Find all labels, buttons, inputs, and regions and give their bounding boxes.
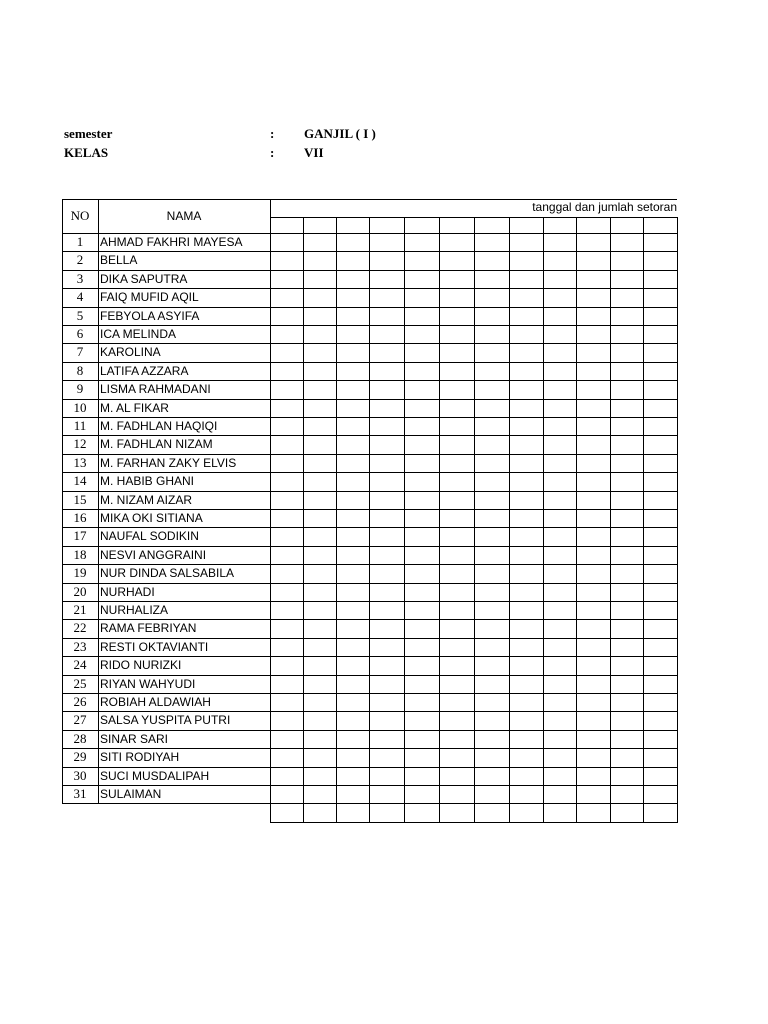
row-nama: M. FADHLAN NIZAM	[100, 437, 213, 452]
header-nama: NAMA	[166, 209, 202, 223]
kelas-colon: :	[270, 145, 275, 160]
row-no: 29	[73, 749, 87, 765]
row-nama: MIKA OKI SITIANA	[100, 511, 203, 525]
row-no: 4	[76, 289, 84, 305]
row-nama: RIDO NURIZKI	[100, 658, 182, 673]
row-nama: SALSA YUSPITA PUTRI	[100, 713, 231, 728]
row-no: 21	[73, 602, 87, 617]
row-nama: FEBYOLA ASYIFA	[100, 308, 200, 323]
row-no: 2	[76, 252, 84, 268]
row-no: 28	[73, 730, 87, 746]
row-nama: FAIQ MUFID AQIL	[100, 290, 199, 305]
header-tanggal: tanggal dan jumlah setoran	[532, 200, 677, 214]
row-no: 8	[76, 362, 84, 378]
row-no: 12	[73, 436, 87, 452]
row-nama: DIKA SAPUTRA	[100, 271, 188, 286]
grid-vline	[543, 217, 544, 823]
grid-vline	[610, 217, 611, 823]
kelas-value: VII	[304, 145, 324, 160]
semester-colon: :	[270, 126, 275, 141]
row-nama: NUR DINDA SALSABILA	[100, 566, 235, 581]
row-no: 9	[76, 381, 84, 397]
row-no: 16	[73, 510, 87, 525]
row-no: 10	[73, 399, 87, 415]
row-nama: RAMA FEBRIYAN	[100, 621, 197, 636]
row-no: 31	[73, 786, 87, 801]
row-no: 23	[73, 638, 87, 654]
row-no: 15	[73, 491, 87, 507]
grid-vline	[643, 217, 644, 823]
semester-value: GANJIL ( I )	[304, 126, 376, 141]
row-nama: SUCI MUSDALIPAH	[100, 768, 210, 783]
row-nama: M. NIZAM AIZAR	[100, 492, 193, 507]
row-no: 18	[73, 546, 87, 562]
row-nama: SINAR SARI	[100, 731, 169, 746]
header-no: NO	[70, 208, 90, 223]
row-nama: NESVI ANGGRAINI	[100, 547, 207, 562]
row-nama: LATIFA AZZARA	[100, 363, 189, 378]
row-no: 17	[73, 528, 87, 544]
row-nama: ICA MELINDA	[100, 327, 177, 341]
row-no: 5	[76, 307, 84, 323]
row-nama: RIYAN WAHYUDI	[100, 676, 196, 691]
semester-label: semester	[64, 126, 113, 141]
row-no: 11	[73, 418, 87, 433]
row-nama: NAUFAL SODIKIN	[100, 529, 199, 544]
row-nama: M. AL FIKAR	[100, 400, 169, 415]
row-no: 7	[76, 344, 84, 360]
row-nama: RESTI OKTAVIANTI	[100, 639, 209, 654]
grid-vline	[303, 217, 304, 823]
kelas-label: KELAS	[64, 145, 109, 160]
row-no: 22	[73, 620, 87, 636]
grid-vline	[98, 199, 99, 804]
grid-hline	[62, 199, 677, 200]
row-no: 20	[73, 583, 87, 599]
row-nama: AHMAD FAKHRI MAYESA	[100, 235, 243, 249]
grid-vline	[404, 217, 405, 823]
grid-vline	[576, 217, 577, 823]
row-no: 13	[73, 454, 87, 470]
row-nama: LISMA RAHMADANI	[100, 382, 211, 397]
row-no: 1	[76, 234, 84, 249]
row-nama: BELLA	[100, 253, 138, 268]
grid-vline	[336, 217, 337, 823]
row-nama: M. FADHLAN HAQIQI	[100, 419, 218, 433]
row-nama: NURHADI	[100, 584, 155, 599]
row-no: 25	[73, 675, 87, 691]
row-no: 24	[73, 657, 87, 673]
row-nama: ROBIAH ALDAWIAH	[100, 695, 211, 709]
row-nama: M. HABIB GHANI	[100, 474, 195, 489]
grid-vline	[62, 199, 63, 804]
row-nama: NURHALIZA	[100, 603, 169, 617]
grid-vline	[439, 217, 440, 823]
grid-vline	[474, 217, 475, 823]
row-no: 6	[76, 326, 84, 341]
grid-vline	[677, 217, 678, 823]
row-no: 30	[73, 767, 87, 783]
row-no: 26	[73, 694, 87, 709]
row-nama: SITI RODIYAH	[100, 750, 180, 765]
row-nama: SULAIMAN	[100, 787, 162, 801]
row-no: 27	[73, 712, 87, 728]
grid-vline	[270, 199, 271, 823]
row-nama: KAROLINA	[100, 345, 161, 360]
row-no: 14	[73, 473, 87, 489]
grid-vline	[509, 217, 510, 823]
row-no: 3	[76, 270, 84, 286]
row-nama: M. FARHAN ZAKY ELVIS	[100, 455, 237, 470]
row-no: 19	[73, 565, 87, 581]
grid-vline	[369, 217, 370, 823]
